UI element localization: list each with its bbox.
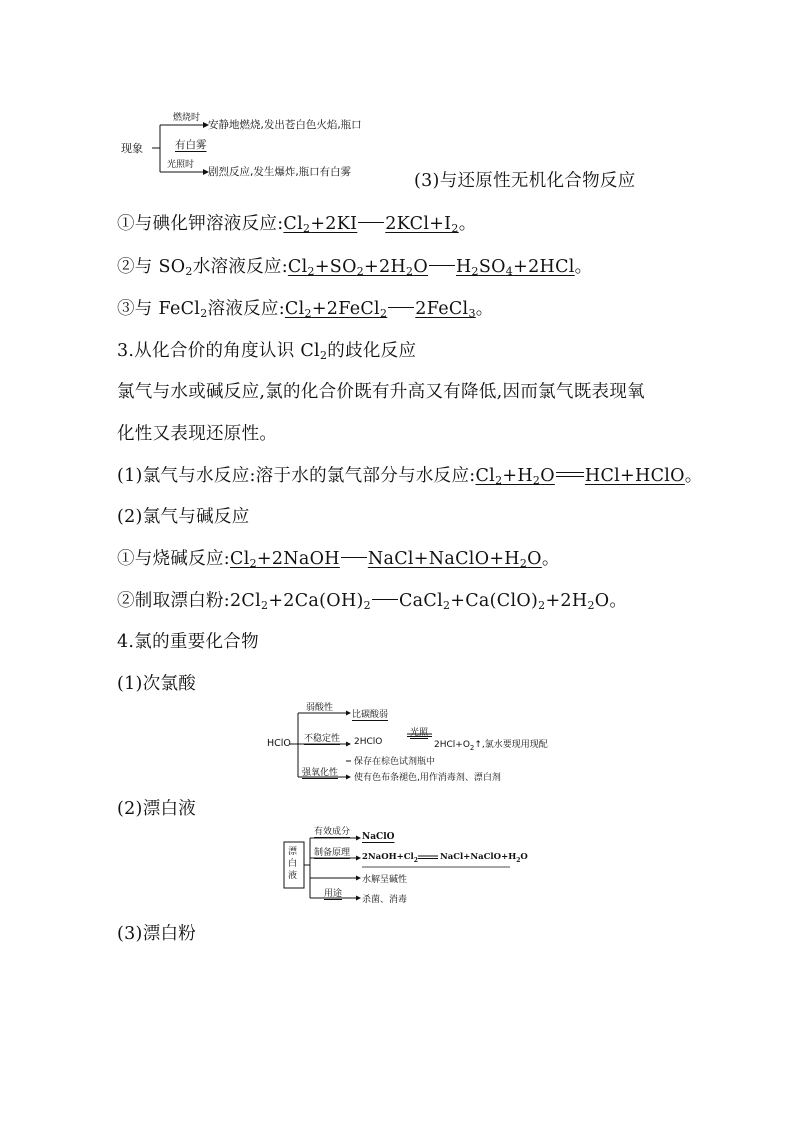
section-4-title: 4.氯的重要化合物 bbox=[117, 632, 259, 652]
phenomenon-root: 现象 bbox=[121, 142, 143, 155]
hclo-oxidizing-text: 使有色布条褪色,用作消毒剂、漂白剂 bbox=[354, 773, 501, 783]
bleach-prep-products: $NaCl+NaClO+H_2O$ bbox=[440, 852, 528, 864]
bleach-active-label: 有效成分 bbox=[314, 827, 351, 837]
hclo-diagram bbox=[262, 695, 562, 785]
hclo-unstable-products: $2HCl+O_2↑$,氯水要现用现配 bbox=[434, 740, 548, 752]
reaction-fecl2: ③与 FeCl$_2$溶液反应$:Cl_2+2FeCl_2$ 2FeCl$_3$。 bbox=[117, 299, 494, 320]
branch-light-text: 剧烈反应,发生爆炸,瓶口有白雾 bbox=[208, 166, 352, 178]
heading-bleach-liquid: (2)漂白液 bbox=[117, 799, 197, 819]
phenomenon-diagram bbox=[115, 100, 415, 190]
hclo-weak-acid-text: 比碳酸弱 bbox=[352, 710, 389, 720]
hclo-root: HClO bbox=[267, 738, 291, 749]
bleach-liquid-diagram bbox=[282, 822, 528, 908]
branch-white-mist: 有白雾 bbox=[175, 139, 207, 151]
hclo-unstable-eq: 2HClO bbox=[354, 737, 383, 747]
bleach-root-label: 漂白液 bbox=[288, 847, 298, 881]
reaction-ki: ①与碘化钾溶液反应$:Cl_2+2KI$ $2KCl+I_2$。 bbox=[117, 214, 477, 235]
bleach-prep-label: 制备原理 bbox=[314, 848, 351, 858]
branch-burning-text: 安静地燃烧,发出苍白色火焰,瓶口 bbox=[208, 119, 362, 131]
branch-burning-label: 燃烧时 bbox=[173, 113, 201, 123]
section-3-title: 3.从化合价的角度认识 $Cl_2$的歧化反应 bbox=[117, 341, 417, 362]
hclo-condition: 光照 bbox=[410, 728, 429, 738]
branch-light-label: 光照时 bbox=[167, 160, 195, 170]
hclo-oxidizing-label: 强氧化性 bbox=[302, 768, 339, 778]
reaction-bleaching-powder: ②制取漂白粉$:2Cl_2+2Ca(OH)_2$ $CaCl_2+Ca(ClO)_2+2H_2O$。 bbox=[117, 591, 628, 612]
hclo-storage: 保存在棕色试剂瓶中 bbox=[354, 757, 436, 767]
paragraph-line-2: 化性又表现还原性。 bbox=[117, 424, 278, 444]
bleach-active-text: NaClO bbox=[362, 832, 395, 842]
reaction-water: (1)氯气与水反应:溶于水的氯气部分与水反应$:Cl_2+H_2O$ HCl+HClO。 bbox=[117, 466, 703, 487]
hclo-weak-acid-label: 弱酸性 bbox=[306, 703, 334, 713]
reaction-naoh: ①与烧碱反应$:Cl_2+2NaOH$ $NaCl+NaClO+H_2O$。 bbox=[117, 549, 560, 570]
hclo-unstable-label: 不稳定性 bbox=[304, 734, 341, 744]
heading-reducing-compounds: (3)与还原性无机化合物反应 bbox=[414, 171, 636, 191]
bleach-use-text: 杀菌、消毒 bbox=[362, 895, 408, 905]
heading-base-reaction: (2)氯气与碱反应 bbox=[117, 507, 250, 527]
heading-hclo: (1)次氯酸 bbox=[117, 674, 197, 694]
bleach-use-label: 用途 bbox=[324, 889, 343, 899]
bleach-prep-eq: $2NaOH+Cl_2$ bbox=[362, 852, 418, 864]
heading-bleach-powder: (3)漂白粉 bbox=[117, 924, 197, 944]
bleach-hydrolysis: 水解呈碱性 bbox=[362, 875, 408, 885]
reaction-so2: ②与 $SO_2$水溶液反应$:Cl_2+SO_2+2H_2O$ $H_2SO_4+2HCl$。 bbox=[117, 257, 593, 278]
paragraph-line-1: 氯气与水或碱反应,氯的化合价既有升高又有降低,因而氯气既表现氧 bbox=[117, 382, 645, 402]
